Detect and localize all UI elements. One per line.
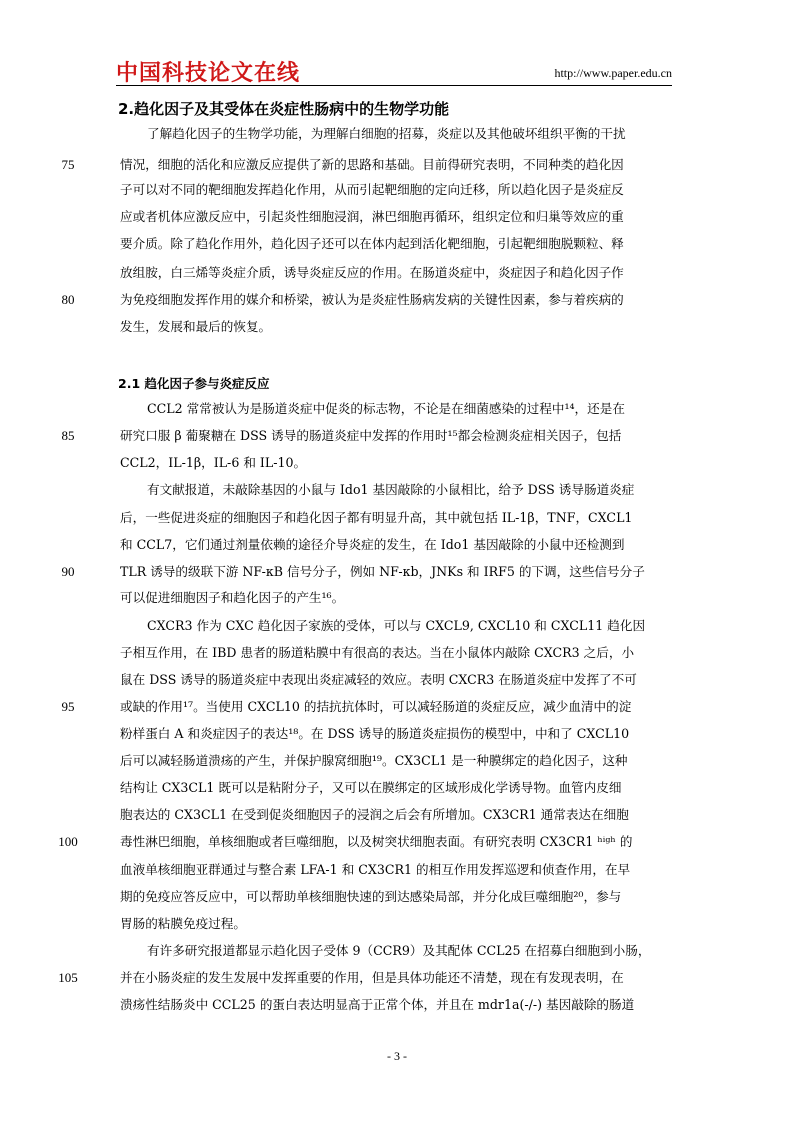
- body-line: 粉样蛋白 A 和炎症因子的表达¹⁸。在 DSS 诱导的肠道炎症损伤的模型中，中和了 CXCL10: [120, 726, 630, 741]
- body-line: 胃肠的粘膜免疫过程。: [120, 916, 246, 931]
- line-number: 85: [61, 428, 75, 443]
- body-line: 要介质。除了趋化作用外，趋化因子还可以在体内起到活化靶细胞，引起靶细胞脱颗粒、释: [120, 236, 624, 251]
- body-line: 有许多研究报道都显示趋化因子受体 9（CCR9）及其配体 CCL25 在招募白细胞到小肠，: [147, 943, 651, 958]
- body-line: CCL2，IL-1β，IL-6 和 IL-10。: [120, 455, 307, 470]
- body-line: 鼠在 DSS 诱导的肠道炎症中表现出炎症减轻的效应。表明 CXCR3 在肠道炎症中发挥了不可: [120, 672, 637, 687]
- body-line: 期的免疫应答反应中，可以帮助单核细胞快速的到达感染局部，并分化成巨噬细胞²⁰，参与: [120, 889, 622, 904]
- line-number: 95: [61, 699, 75, 714]
- journal-logo: 中国科技论文在线: [116, 61, 301, 86]
- body-line: 子可以对不同的靶细胞发挥趋化作用，从而引起靶细胞的定向迁移，所以趋化因子是炎症反: [120, 182, 624, 197]
- body-line: 溃疡性结肠炎中 CCL25 的蛋白表达明显高于正常个体，并且在 mdr1a(-/-) 基因敲除的肠道: [120, 997, 635, 1012]
- header-rule: [116, 85, 672, 86]
- page-number: - 3 -: [387, 1049, 407, 1063]
- line-number: 105: [58, 970, 78, 985]
- line-number: 80: [61, 292, 75, 307]
- body-line: 并在小肠炎症的发生发展中发挥重要的作用，但是具体功能还不清楚，现在有发现表明，在: [120, 970, 624, 985]
- body-line: 了解趋化因子的生物学功能，为理解白细胞的招募，炎症以及其他破坏组织平衡的干扰: [147, 126, 626, 141]
- body-line: 和 CCL7，它们通过剂量依赖的途径介导炎症的发生，在 Ido1 基因敲除的小鼠中还检测到: [120, 537, 625, 552]
- line-number: 100: [58, 834, 78, 849]
- body-line: 应或者机体应激反应中，引起炎性细胞浸润，淋巴细胞再循环，组织定位和归巢等效应的重: [120, 209, 624, 224]
- body-line: 血液单核细胞亚群通过与整合素 LFA-1 和 CX3CR1 的相互作用发挥巡逻和侦查作用，在早: [120, 862, 631, 877]
- line-number: 90: [61, 564, 75, 579]
- body-line: TLR 诱导的级联下游 NF-κB 信号分子，例如 NF-κb，JNKs 和 IRF5 的下调，这些信号分子: [120, 564, 645, 579]
- header-url[interactable]: http://www.paper.edu.cn: [554, 66, 672, 80]
- body-line: 研究口服 β 葡聚糖在 DSS 诱导的肠道炎症中发挥的作用时¹⁵都会检测炎症相关因子，包括: [120, 428, 622, 443]
- body-line: 发生，发展和最后的恢复。: [120, 319, 272, 334]
- body-line: 情况，细胞的活化和应激反应提供了新的思路和基础。目前得研究表明，不同种类的趋化因: [120, 157, 624, 172]
- subsection-title: 2.1 趋化因子参与炎症反应: [118, 376, 270, 391]
- body-line: 可以促进细胞因子和趋化因子的产生¹⁶。: [120, 590, 345, 605]
- body-line: 胞表达的 CX3CL1 在受到促炎细胞因子的浸润之后会有所增加。CX3CR1 通常表达在细胞: [120, 807, 629, 822]
- body-line: 后可以减轻肠道溃疡的产生，并保护腺窝细胞¹⁹。CX3CL1 是一种膜绑定的趋化因子，这种: [120, 753, 628, 768]
- body-line: 或缺的作用¹⁷。当使用 CXCL10 的拮抗抗体时，可以减轻肠道的炎症反应，减少血清中的淀: [120, 699, 632, 714]
- body-line: CCL2 常常被认为是肠道炎症中促炎的标志物，不论是在细菌感染的过程中¹⁴，还是在: [147, 401, 625, 416]
- body-line: 结构让 CX3CL1 既可以是粘附分子，又可以在膜绑定的区域形成化学诱导物。血管内皮细: [120, 780, 622, 795]
- body-line: 子相互作用，在 IBD 患者的肠道粘膜中有很高的表达。当在小鼠体内敲除 CXCR3 之后，小: [120, 645, 635, 660]
- body-line: 放组胺，白三烯等炎症介质，诱导炎症反应的作用。在肠道炎症中，炎症因子和趋化因子作: [120, 265, 624, 280]
- section-title: 2.趋化因子及其受体在炎症性肠病中的生物学功能: [118, 100, 450, 118]
- body-line: CXCR3 作为 CXC 趋化因子家族的受体，可以与 CXCL9, CXCL10 和 CXCL11 趋化因: [147, 618, 646, 633]
- body-line: 后，一些促进炎症的细胞因子和趋化因子都有明显升高，其中就包括 IL-1β，TNF，CXCL1: [120, 510, 633, 525]
- body-line: 毒性淋巴细胞，单核细胞或者巨噬细胞，以及树突状细胞表面。有研究表明 CX3CR1 ʰⁱᵍʰ 的: [120, 834, 633, 849]
- body-line: 有文献报道，未敲除基因的小鼠与 Ido1 基因敲除的小鼠相比，给予 DSS 诱导肠道炎症: [147, 482, 635, 497]
- line-number: 75: [61, 157, 75, 172]
- body-line: 为免疫细胞发挥作用的媒介和桥梁，被认为是炎症性肠病发病的关键性因素，参与着疾病的: [120, 292, 624, 307]
